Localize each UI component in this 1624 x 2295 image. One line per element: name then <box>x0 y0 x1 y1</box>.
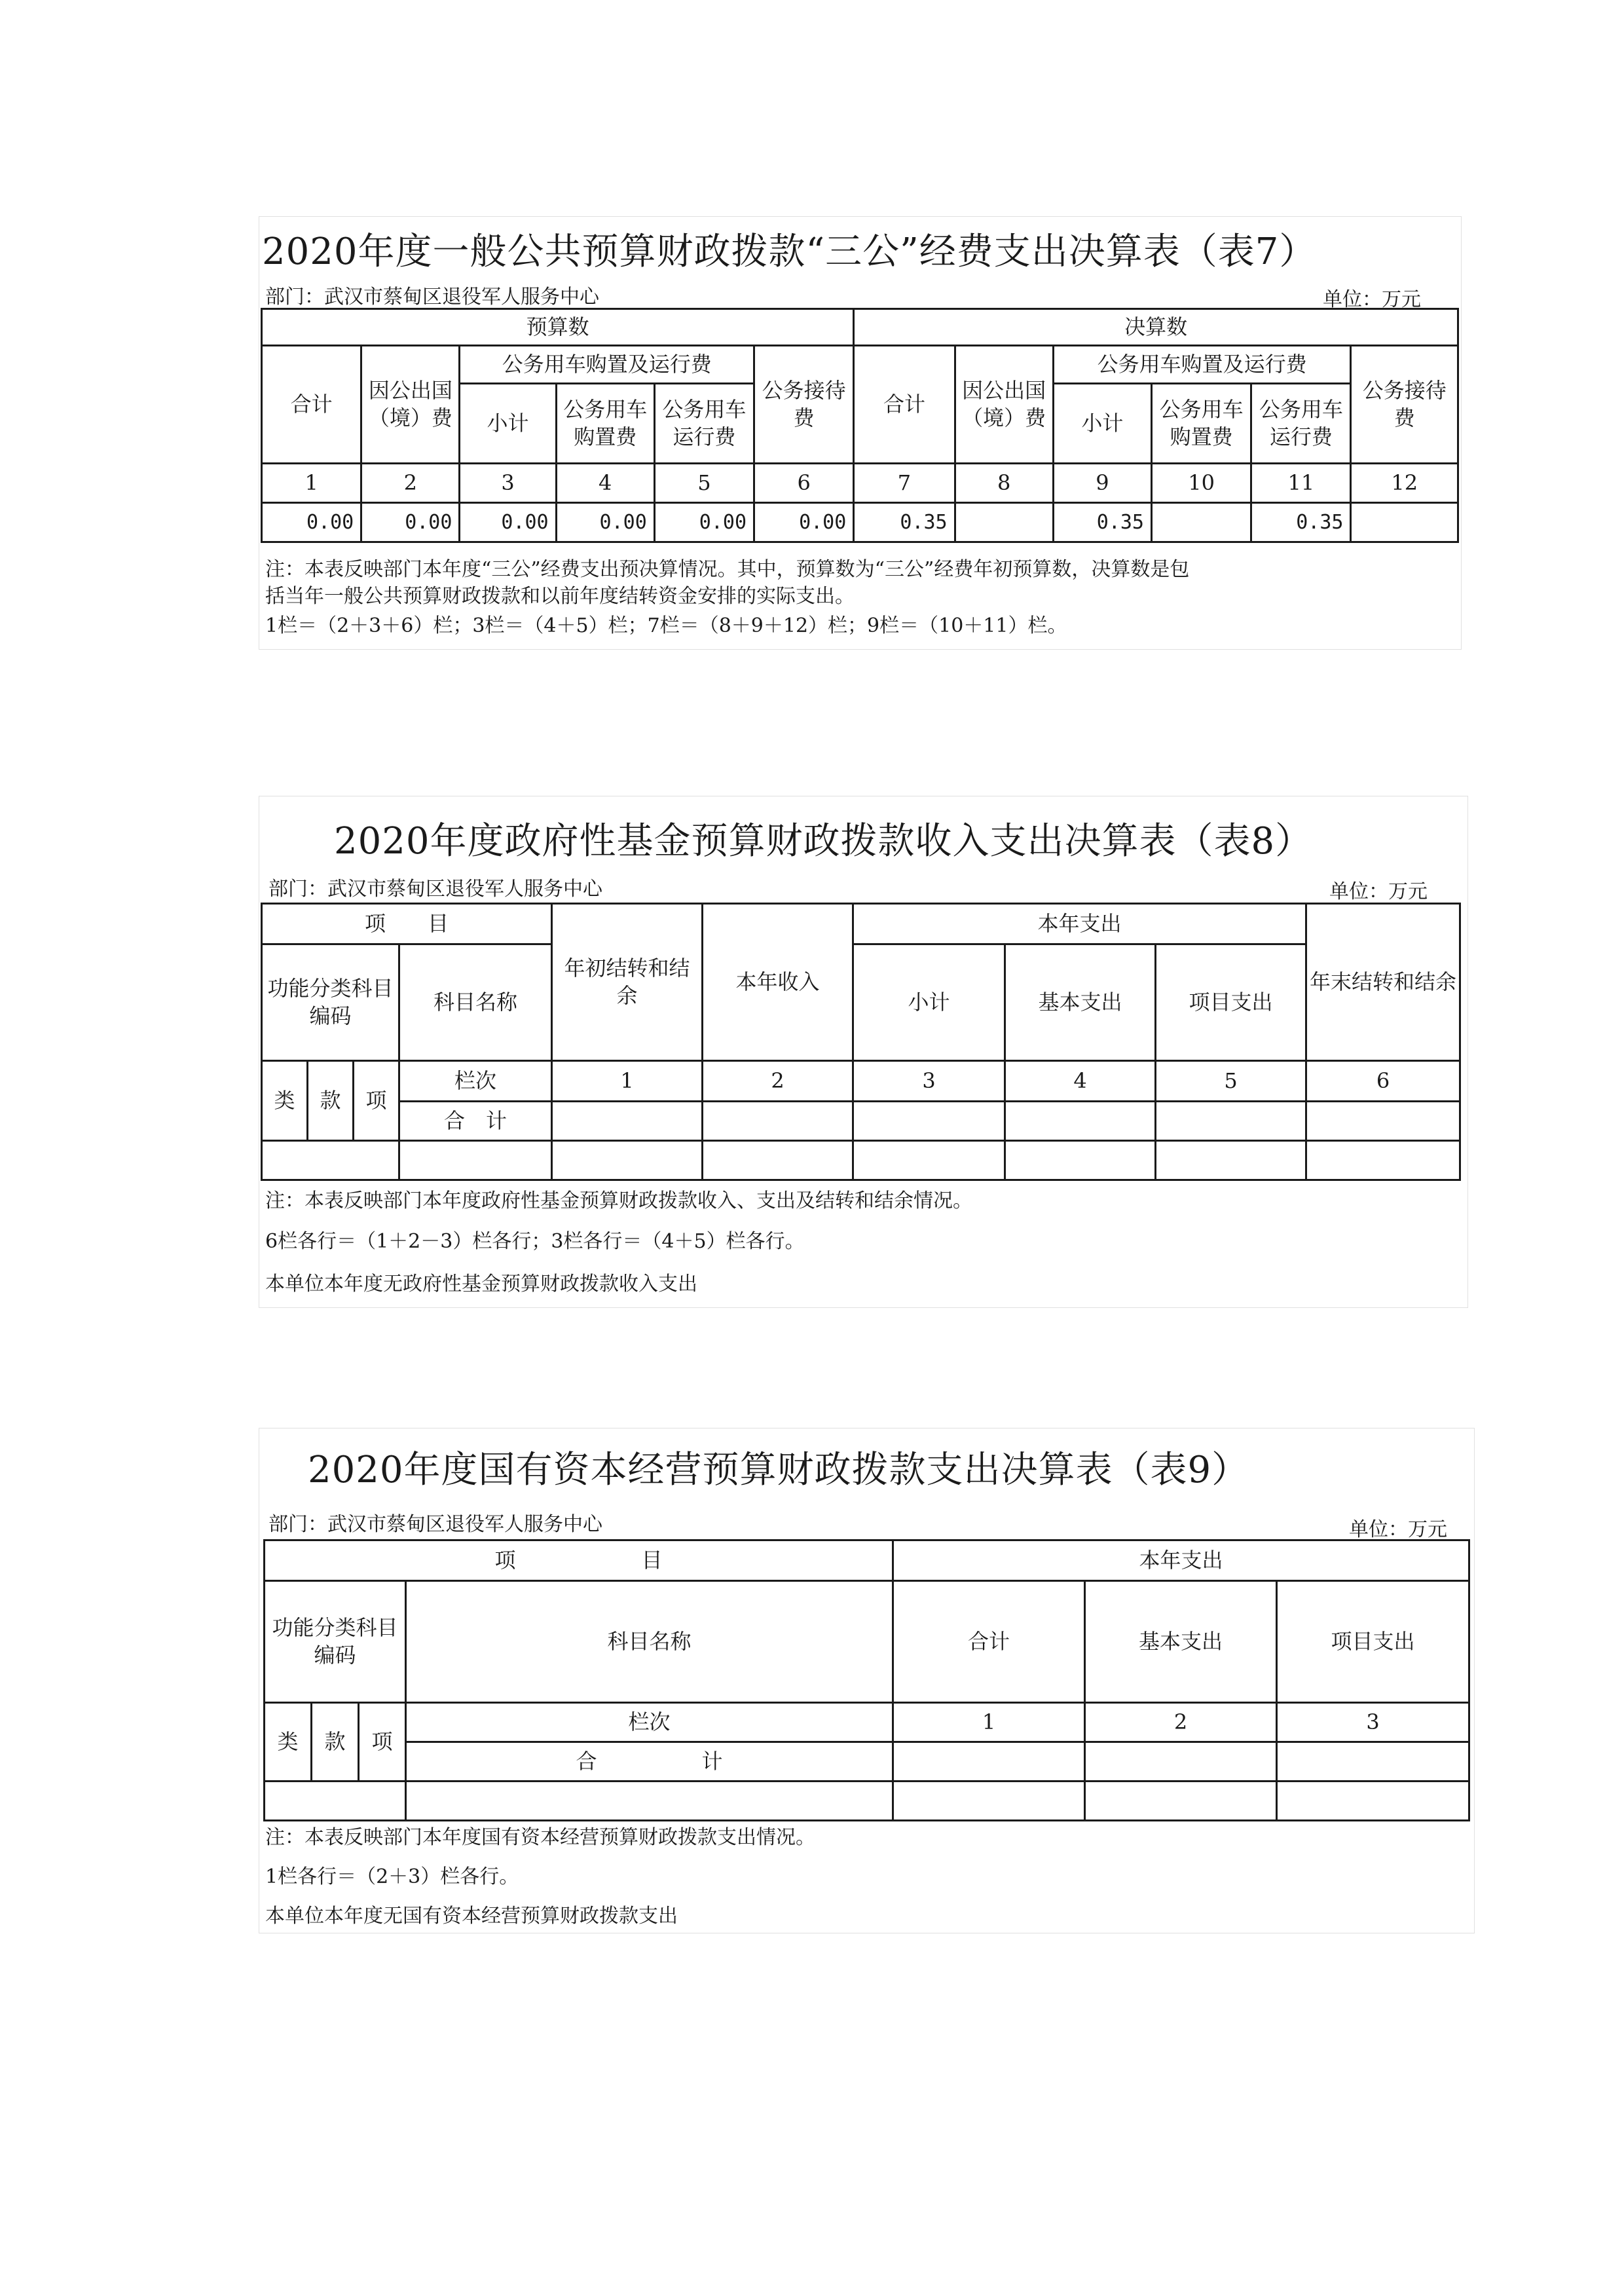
table7-col-number: 8 <box>955 464 1053 503</box>
table9 <box>263 1539 1470 1821</box>
table7-value-cell <box>955 503 1053 542</box>
table9-department: 部门：武汉市蔡甸区退役军人服务中心 <box>268 1513 602 1536</box>
table7-col-number: 11 <box>1251 464 1351 503</box>
table8-header-code: 功能分类科目编码 <box>262 944 399 1061</box>
table8-row-sum: 合 计 <box>399 1102 552 1141</box>
table8-empty-cell <box>853 1141 1005 1180</box>
table8-department: 部门：武汉市蔡甸区退役军人服务中心 <box>268 878 602 901</box>
table8-header-income: 本年收入 <box>703 904 853 1061</box>
table9-col-number: 3 <box>1277 1703 1469 1742</box>
table7-value-cell: 0.35 <box>1251 503 1351 542</box>
table7-header-abroad-final: 因公出国（境）费 <box>955 346 1053 464</box>
table8-col-number: 3 <box>853 1061 1005 1102</box>
table8-note-1: 注：本表反映部门本年度政府性基金预算财政拨款收入、支出及结转和结余情况。 <box>265 1189 972 1212</box>
table9-empty-cell <box>1085 1782 1277 1821</box>
table8-empty-cell <box>703 1141 853 1180</box>
table9-empty-cell <box>265 1782 406 1821</box>
table9-header-code: 功能分类科目编码 <box>265 1581 406 1703</box>
table7-col-number: 5 <box>654 464 754 503</box>
table8-header-subtotal: 小计 <box>853 944 1005 1061</box>
table8-title: 2020年度政府性基金预算财政拨款收入支出决算表（表8） <box>334 820 1313 863</box>
table7-col-number: 9 <box>1053 464 1151 503</box>
table8-header-end: 年末结转和结余 <box>1306 904 1460 1061</box>
table7-value-cell: 0.00 <box>460 503 556 542</box>
table8-note-3: 本单位本年度无政府性基金预算财政拨款收入支出 <box>265 1273 697 1296</box>
table7-value-cell <box>1151 503 1251 542</box>
table8-col-number: 6 <box>1306 1061 1460 1102</box>
table9-empty-cell <box>893 1782 1085 1821</box>
table7-header-budget: 预算数 <box>262 309 854 346</box>
table7-header-subtotal: 小计 <box>460 384 556 464</box>
table7-header-reception-final: 公务接待费 <box>1351 346 1458 464</box>
table7-header-car-run: 公务用车运行费 <box>654 384 754 464</box>
table8-empty-cell <box>1005 1141 1156 1180</box>
table9-header-kuan: 款 <box>312 1703 359 1782</box>
table8-col-number: 2 <box>703 1061 853 1102</box>
table7-title: 2020年度一般公共预算财政拨款“三公”经费支出决算表（表7） <box>262 231 1317 273</box>
table8-header-item: 项 目 <box>262 904 552 944</box>
table8-header-kuan: 款 <box>308 1061 354 1141</box>
table9-note-1: 注：本表反映部门本年度国有资本经营预算财政拨款支出情况。 <box>265 1826 815 1849</box>
table8-empty-cell <box>703 1102 853 1141</box>
table8-header-expense: 本年支出 <box>853 904 1306 944</box>
table8-header-project: 项目支出 <box>1156 944 1306 1061</box>
table8-col-number: 5 <box>1156 1061 1306 1102</box>
table8-header-basic: 基本支出 <box>1005 944 1156 1061</box>
table7-value-cell: 0.00 <box>361 503 460 542</box>
table7-value-cell: 0.00 <box>754 503 854 542</box>
table7-header-car-buy: 公务用车购置费 <box>556 384 654 464</box>
table8-empty-cell <box>552 1102 703 1141</box>
table7-col-number: 12 <box>1351 464 1458 503</box>
table8-empty-cell <box>262 1141 399 1180</box>
table8-header-xiang: 项 <box>354 1061 399 1141</box>
table7-note-3: 1栏＝（2＋3＋6）栏；3栏＝（4＋5）栏；7栏＝（8＋9＋12）栏；9栏＝（10＋11）栏。 <box>265 614 1067 637</box>
table8-empty-cell <box>1156 1102 1306 1141</box>
table8-header-lanci: 栏次 <box>399 1061 552 1102</box>
table7-col-number: 4 <box>556 464 654 503</box>
table7-col-number: 1 <box>262 464 361 503</box>
table8-empty-cell <box>1306 1102 1460 1141</box>
table9-col-number: 2 <box>1085 1703 1277 1742</box>
table9-header-total: 合计 <box>893 1581 1085 1703</box>
table9-note-3: 本单位本年度无国有资本经营预算财政拨款支出 <box>265 1905 678 1928</box>
table9-header-name: 科目名称 <box>406 1581 893 1703</box>
table8-col-number: 1 <box>552 1061 703 1102</box>
table7-value-cell: 0.35 <box>854 503 955 542</box>
table8-header-name: 科目名称 <box>399 944 552 1061</box>
table9-header-expense: 本年支出 <box>893 1540 1469 1581</box>
table8-empty-cell <box>1306 1141 1460 1180</box>
table8-empty-cell <box>552 1141 703 1180</box>
table9-title: 2020年度国有资本经营预算财政拨款支出决算表（表9） <box>308 1449 1249 1491</box>
table7-header-car: 公务用车购置及运行费 <box>460 346 754 384</box>
table8-header-begin: 年初结转和结余 <box>552 904 703 1061</box>
table9-empty-cell <box>1277 1782 1469 1821</box>
table7-department: 部门：武汉市蔡甸区退役军人服务中心 <box>265 286 599 308</box>
table9-empty-cell <box>893 1742 1085 1782</box>
table8-note-2: 6栏各行＝（1＋2－3）栏各行；3栏各行＝（4＋5）栏各行。 <box>265 1230 805 1253</box>
table7-col-number: 2 <box>361 464 460 503</box>
table8-unit: 单位：万元 <box>1329 880 1428 903</box>
table9-header-project: 项目支出 <box>1277 1581 1469 1703</box>
table9-header-lanci: 栏次 <box>406 1703 893 1742</box>
table9-empty-cell <box>406 1782 893 1821</box>
table9-row-sum: 合 计 <box>406 1742 893 1782</box>
table7-header-car-run-final: 公务用车运行费 <box>1251 384 1351 464</box>
table7-col-number: 7 <box>854 464 955 503</box>
table8 <box>261 903 1461 1181</box>
table8-col-number: 4 <box>1005 1061 1156 1102</box>
table9-header-item: 项 目 <box>265 1540 893 1581</box>
table7-header-total: 合计 <box>262 346 361 464</box>
table8-empty-cell <box>1005 1102 1156 1141</box>
table7-value-cell: 0.00 <box>654 503 754 542</box>
table7-value-cell: 0.35 <box>1053 503 1151 542</box>
table7-header-car-final: 公务用车购置及运行费 <box>1053 346 1351 384</box>
table9-note-2: 1栏各行＝（2＋3）栏各行。 <box>265 1865 519 1888</box>
table7-note-2: 括当年一般公共预算财政拨款和以前年度结转资金安排的实际支出。 <box>265 585 855 608</box>
table7-header-final: 决算数 <box>854 309 1458 346</box>
table7-header-abroad: 因公出国（境）费 <box>361 346 460 464</box>
table7-header-subtotal-final: 小计 <box>1053 384 1151 464</box>
table7 <box>261 308 1459 543</box>
table8-header-lei: 类 <box>262 1061 308 1141</box>
table7-value-cell <box>1351 503 1458 542</box>
table9-col-number: 1 <box>893 1703 1085 1742</box>
table7-header-car-buy-final: 公务用车购置费 <box>1151 384 1251 464</box>
table8-empty-cell <box>853 1102 1005 1141</box>
table7-col-number: 10 <box>1151 464 1251 503</box>
table7-header-total-final: 合计 <box>854 346 955 464</box>
table9-empty-cell <box>1277 1742 1469 1782</box>
table9-header-xiang: 项 <box>359 1703 406 1782</box>
table7-note-1: 注：本表反映部门本年度“三公”经费支出预决算情况。其中，预算数为“三公”经费年初预算数，决算数是包 <box>265 558 1190 581</box>
table7-col-number: 3 <box>460 464 556 503</box>
table7-unit: 单位：万元 <box>1323 288 1421 311</box>
table7-value-cell: 0.00 <box>262 503 361 542</box>
table8-empty-cell <box>399 1141 552 1180</box>
table7-value-cell: 0.00 <box>556 503 654 542</box>
table9-unit: 单位：万元 <box>1349 1518 1447 1541</box>
table7-header-reception: 公务接待费 <box>754 346 854 464</box>
table9-empty-cell <box>1085 1742 1277 1782</box>
table9-header-basic: 基本支出 <box>1085 1581 1277 1703</box>
table7-col-number: 6 <box>754 464 854 503</box>
table9-header-lei: 类 <box>265 1703 312 1782</box>
table8-empty-cell <box>1156 1141 1306 1180</box>
